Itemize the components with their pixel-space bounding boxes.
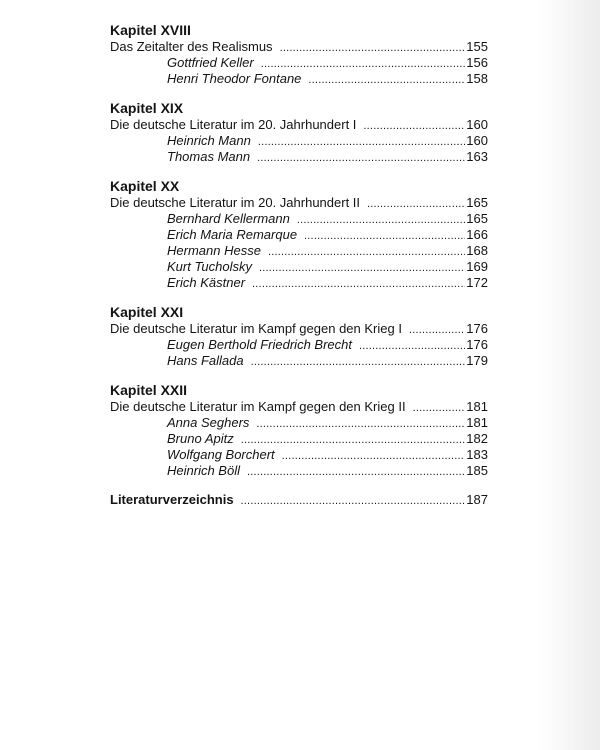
dot-leader xyxy=(261,56,466,72)
chapter-title: Die deutsche Literatur im Kampf gegen den Krieg II xyxy=(110,399,406,414)
author-entry xyxy=(110,431,488,447)
dot-leader xyxy=(247,464,465,480)
page-edge-shadow xyxy=(536,0,600,750)
bibliography-label: Literaturverzeichnis xyxy=(110,492,234,507)
author-name: Heinrich Mann xyxy=(167,133,251,148)
dot-leader xyxy=(308,72,465,88)
page-number: 181 xyxy=(466,415,488,430)
author-entry xyxy=(110,149,488,165)
page-number: 166 xyxy=(466,227,488,242)
author-name: Hans Fallada xyxy=(167,353,244,368)
page-number: 181 xyxy=(466,399,488,414)
chapter-xx xyxy=(110,178,488,291)
chapter-title-entry xyxy=(110,39,488,55)
page-number: 163 xyxy=(466,149,488,164)
dot-leader xyxy=(367,196,465,212)
dot-leader xyxy=(280,40,466,56)
page-number: 160 xyxy=(466,117,488,132)
chapter-xxii xyxy=(110,382,488,479)
author-entry xyxy=(110,337,488,353)
page-number: 176 xyxy=(466,321,488,336)
page-number: 156 xyxy=(466,55,488,70)
page-number: 160 xyxy=(466,133,488,148)
author-entry xyxy=(110,353,488,369)
page-number: 165 xyxy=(466,211,488,226)
page-number: 187 xyxy=(466,492,488,507)
page-number: 179 xyxy=(466,353,488,368)
page-number: 176 xyxy=(466,337,488,352)
chapter-xxi xyxy=(110,304,488,369)
chapter-title: Die deutsche Literatur im Kampf gegen den Krieg I xyxy=(110,321,402,336)
author-name: Gottfried Keller xyxy=(167,55,254,70)
author-name: Anna Seghers xyxy=(167,415,250,430)
page-number: 168 xyxy=(466,243,488,258)
dot-leader xyxy=(282,448,466,464)
chapter-title: Das Zeitalter des Realismus xyxy=(110,39,273,54)
chapter-heading: Kapitel XXI xyxy=(110,304,184,320)
dot-leader xyxy=(304,228,465,244)
chapter-title-entry xyxy=(110,321,488,337)
page-number: 172 xyxy=(466,275,488,290)
bibliography-entry xyxy=(110,492,488,508)
author-name: Erich Maria Remarque xyxy=(167,227,298,242)
chapter-title-entry xyxy=(110,117,488,133)
dot-leader xyxy=(252,276,465,292)
page-number: 165 xyxy=(466,195,488,210)
author-name: Thomas Mann xyxy=(167,149,251,164)
author-entry xyxy=(110,211,488,227)
chapter-xix xyxy=(110,100,488,165)
page-number: 169 xyxy=(466,259,488,274)
author-entry xyxy=(110,447,488,463)
page-number: 183 xyxy=(466,447,488,462)
dot-leader xyxy=(359,338,465,354)
author-entry xyxy=(110,415,488,431)
dot-leader xyxy=(251,354,466,370)
chapter-heading: Kapitel XIX xyxy=(110,100,184,116)
dot-leader xyxy=(241,432,466,448)
author-name: Wolfgang Borchert xyxy=(167,447,275,462)
page-number: 182 xyxy=(466,431,488,446)
dot-leader xyxy=(268,244,465,260)
chapter-heading: Kapitel XVIII xyxy=(110,22,191,38)
dot-leader xyxy=(241,493,466,509)
author-entry xyxy=(110,227,488,243)
chapter-heading: Kapitel XXII xyxy=(110,382,188,398)
author-entry xyxy=(110,133,488,149)
dot-leader xyxy=(363,118,465,134)
author-name: Eugen Berthold Friedrich Brecht xyxy=(167,337,352,352)
page-number: 155 xyxy=(466,39,488,54)
chapter-title: Die deutsche Literatur im 20. Jahrhundert II xyxy=(110,195,361,210)
dot-leader xyxy=(257,150,465,166)
dot-leader xyxy=(409,322,465,338)
chapter-title: Die deutsche Literatur im 20. Jahrhundert I xyxy=(110,117,357,132)
table-of-contents xyxy=(110,22,488,508)
author-name: Henri Theodor Fontane xyxy=(167,71,302,86)
author-entry xyxy=(110,55,488,71)
chapter-title-entry xyxy=(110,399,488,415)
author-entry xyxy=(110,243,488,259)
dot-leader xyxy=(297,212,465,228)
author-name: Kurt Tucholsky xyxy=(167,259,253,274)
chapter-heading: Kapitel XX xyxy=(110,178,180,194)
author-entry xyxy=(110,259,488,275)
page-number: 158 xyxy=(466,71,488,86)
author-name: Bruno Apitz xyxy=(167,431,234,446)
page-number: 185 xyxy=(466,463,488,478)
author-entry xyxy=(110,71,488,87)
chapter-xviii xyxy=(110,22,488,87)
dot-leader xyxy=(259,260,465,276)
author-name: Hermann Hesse xyxy=(167,243,261,258)
dot-leader xyxy=(256,416,465,432)
author-name: Bernhard Kellermann xyxy=(167,211,290,226)
author-entry xyxy=(110,275,488,291)
dot-leader xyxy=(413,400,466,416)
author-entry xyxy=(110,463,488,479)
chapter-title-entry xyxy=(110,195,488,211)
dot-leader xyxy=(258,134,465,150)
author-name: Heinrich Böll xyxy=(167,463,240,478)
author-name: Erich Kästner xyxy=(167,275,246,290)
